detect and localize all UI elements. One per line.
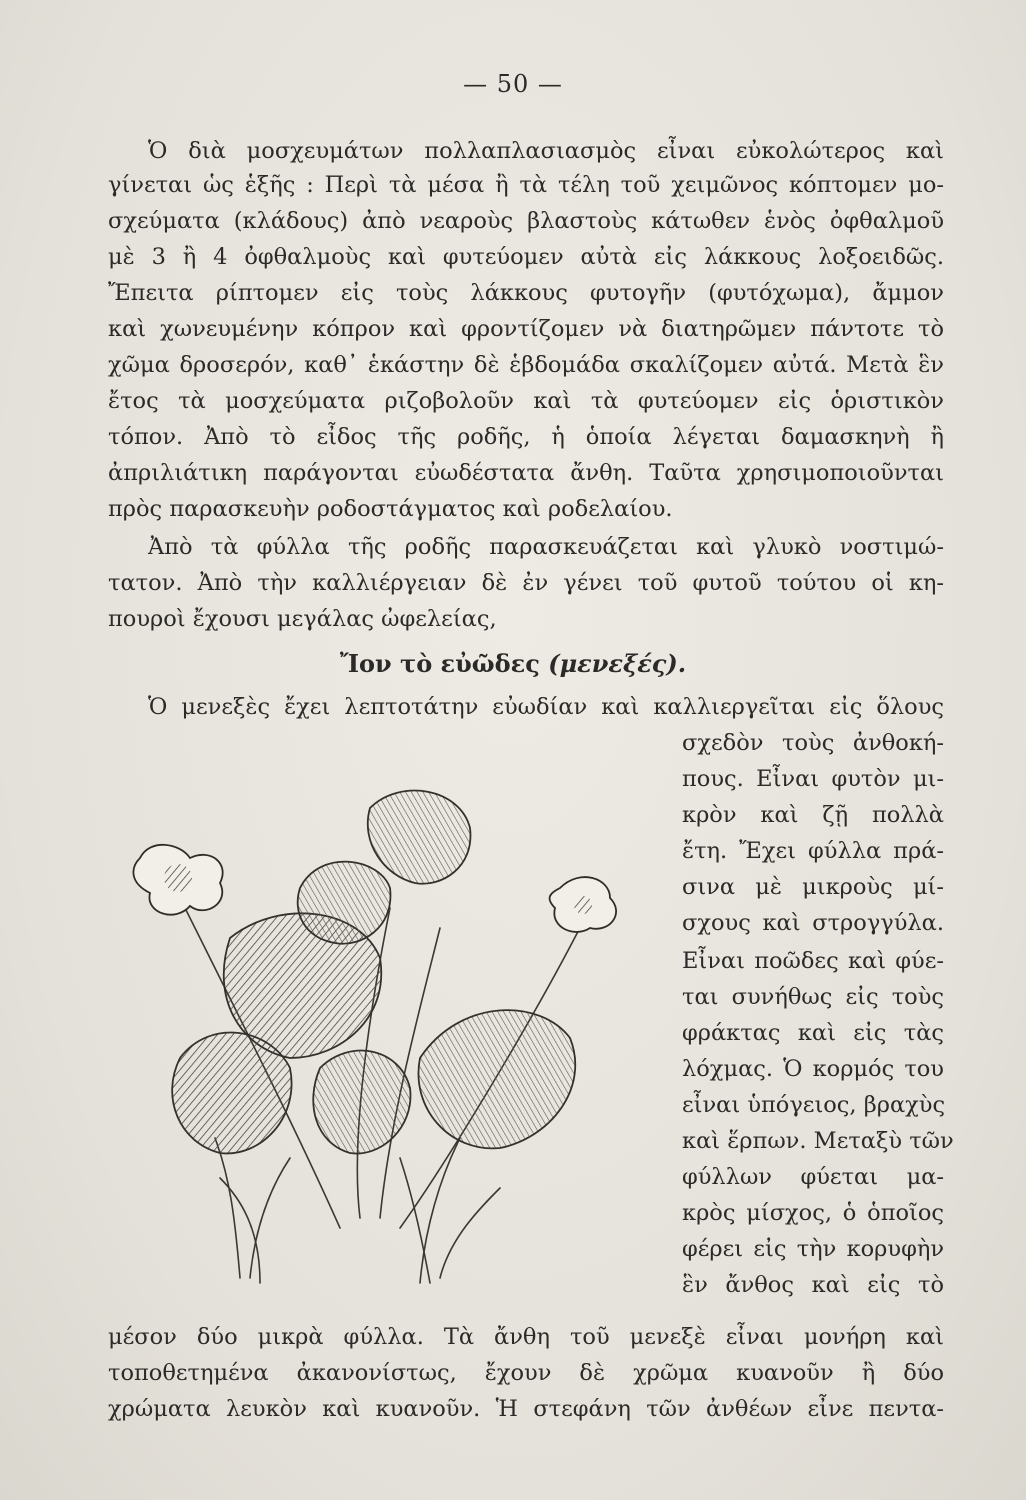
text-line: καὶ χωνευμένην κόπρον καὶ φροντίζομεν νὰ διατηρῶμεν πάντοτε τὸ xyxy=(108,316,944,342)
violet-drawing xyxy=(120,758,668,1298)
page-number: — 50 — xyxy=(463,70,563,98)
text-line: Ὁ μενεξὲς ἔχει λεπτοτάτην εὐωδίαν καὶ καλλιεργεῖται εἰς ὅλους xyxy=(148,694,944,720)
text-line: Ἀπὸ τὰ φύλλα τῆς ροδῆς παρασκευάζεται καὶ γλυκὸ νοστιμώ- xyxy=(148,534,944,560)
column-line: φράκτας καὶ εἰς τὰς xyxy=(682,1020,944,1046)
column-line: ται συνήθως εἰς τοὺς xyxy=(682,984,944,1010)
text-line: σχεύματα (κλάδους) ἀπὸ νεαροὺς βλαστοὺς κάτωθεν ἑνὸς ὀφθαλμοῦ xyxy=(108,208,944,234)
section-subtitle: (μενεξές). xyxy=(548,649,687,678)
column-line: κρὸν καὶ ζῇ πολλὰ xyxy=(682,802,944,828)
text-line: Ὁ διὰ μοσχευμάτων πολλαπλασιασμὸς εἶναι εὐκολώτερος καὶ xyxy=(148,138,944,164)
column-line: Εἶναι ποῶδες καὶ φύε- xyxy=(682,948,944,974)
section-title: Ἴον τὸ εὐῶδες xyxy=(339,649,540,678)
column-line: φέρει εἰς τὴν κορυφὴν xyxy=(682,1236,944,1262)
column-line: σινα μὲ μικροὺς μί- xyxy=(682,874,944,900)
column-line: κρὸς μίσχος, ὁ ὁποῖος xyxy=(682,1200,944,1226)
violet-illustration xyxy=(120,758,668,1298)
text-line: ἀπριλιάτικη παράγονται εὐωδέστατα ἄνθη. Ταῦτα χρησιμοποιοῦνται xyxy=(108,460,944,486)
column-line: πους. Εἶναι φυτὸν μι- xyxy=(682,766,944,792)
text-line: τοποθετημένα ἀκανονίστως, ἔχουν δὲ χρῶμα κυανοῦν ἢ δύο xyxy=(108,1360,944,1386)
text-line: Ἔπειτα ρίπτομεν εἰς τοὺς λάκκους φυτογῆν (φυτόχωμα), ἄμμον xyxy=(108,280,944,306)
column-line: ἔτη. Ἔχει φύλλα πρά- xyxy=(682,838,944,864)
column-line: λόχμας. Ὁ κορμός του xyxy=(682,1056,944,1082)
column-line: σχους καὶ στρογγύλα. xyxy=(682,910,944,936)
text-line: τόπον. Ἀπὸ τὸ εἶδος τῆς ροδῆς, ἡ ὁποία λέγεται δαμασκηνὴ ἢ xyxy=(108,424,944,450)
text-line: τατον. Ἀπὸ τὴν καλλιέργειαν δὲ ἐν γένει τοῦ φυτοῦ τούτου οἱ κη- xyxy=(108,570,944,596)
column-line: ἓν ἄνθος καὶ εἰς τὸ xyxy=(682,1272,944,1298)
text-line: πρὸς παρασκευὴν ροδοστάγματος καὶ ροδελαίου. xyxy=(108,496,673,522)
text-line: χρώματα λευκὸν καὶ κυανοῦν. Ἡ στεφάνη τῶν ἀνθέων εἶνε πεντα- xyxy=(108,1396,944,1422)
column-line: φύλλων φύεται μα- xyxy=(682,1164,944,1190)
text-line: πουροὶ ἔχουσι μεγάλας ὠφελείας, xyxy=(108,606,497,632)
text-line: μὲ 3 ἢ 4 ὀφθαλμοὺς καὶ φυτεύομεν αὐτὰ εἰς λάκκους λοξοειδῶς. xyxy=(108,244,944,270)
column-line: σχεδὸν τοὺς ἀνθοκή- xyxy=(682,730,944,756)
section-heading xyxy=(0,649,1026,678)
column-line: καὶ ἕρπων. Μεταξὺ τῶν xyxy=(682,1128,954,1154)
text-line: γίνεται ὡς ἑξῆς : Περὶ τὰ μέσα ἢ τὰ τέλη τοῦ χειμῶνος κόπτομεν μο- xyxy=(108,172,944,198)
column-line: εἶναι ὑπόγειος, βραχὺς xyxy=(682,1092,946,1118)
text-line: ἔτος τὰ μοσχεύματα ριζοβολοῦν καὶ τὰ φυτεύομεν εἰς ὁριστικὸν xyxy=(108,388,944,414)
text-line: χῶμα δροσερόν, καθ᾽ ἑκάστην δὲ ἑβδομάδα σκαλίζομεν αὐτά. Μετὰ ἓν xyxy=(108,352,944,378)
text-line: μέσον δύο μικρὰ φύλλα. Τὰ ἄνθη τοῦ μενεξὲ εἶναι μονήρη καὶ xyxy=(108,1324,944,1350)
